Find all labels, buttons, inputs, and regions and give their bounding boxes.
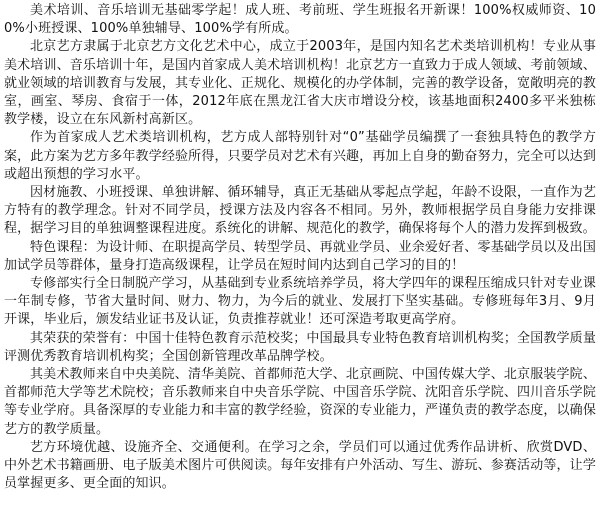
paragraph-faculty: 其美术教师来自中央美院、清华美院、首都师范大学、北京画院、中国传媒大学、北京服装学院、首都师范大学等艺术院校；音乐教师来自中央音乐学院、中国音乐学院、沈阳音乐学院、四川音乐学院等专业学府。具备深厚的专业能力和丰富的教学经验，资深的专业能力，严谨负责的教学态度，以确保艺方的教学质量。 bbox=[4, 367, 596, 437]
paragraph-teaching-plan: 作为首家成人艺术类培训机构，艺方成人部特别针对“0”基础学员编撰了一套独具特色的教学方案，此方案为艺方多年教学经验所得，只要学员对艺术有兴趣，再加上自身的勤奋努力，完全可以达到或超出预想的学习水平。 bbox=[4, 130, 596, 182]
paragraph-featured-courses: 特色课程：为设计师、在职提高学员、转型学员、再就业学员、业余爱好者、零基础学员以及出国加试学员等群体，量身打造高级课程，让学员在短时间内达到自己学习的目的！ bbox=[4, 239, 596, 273]
paragraph-honors: 其荣获的荣誉有：中国十佳特色教育示范校奖；中国最具专业特色教育培训机构奖；全国教学质量评测优秀教育培训机构奖；全国创新管理改革品牌学校。 bbox=[4, 330, 596, 364]
paragraph-environment: 艺方环境优越、设施齐全、交通便利。在学习之余，学员们可以通过优秀作品讲析、欣赏DVD、中外艺术书籍画册、电子版美术图片可供阅读。每年安排有户外活动、写生、游玩、参赛活动等，让学员掌握更多、更全面的知识。 bbox=[4, 439, 596, 492]
paragraph-about: 北京艺方隶属于北京艺方文化艺术中心，成立于2003年，是国内知名艺术类培训机构！专业从事美术培训、音乐培训十年，是国内首家成人美术培训机构！北京艺方一直致力于成人领域、考前领域、就业领域的培训教育与发展，其专业化、正规化、规模化的办学体制，完善的教学设备，宽敞明亮的教室，画室、琴房、食宿于一体，2012年底在黑龙江省大庆市增设分校，该基地面积2400多平米独栋教学楼，设立在东风新村高新区。 bbox=[4, 39, 596, 128]
paragraph-full-time-program: 专修部实行全日制脱产学习，从基础到专业系统培养学员，将大学四年的课程压缩成只针对专业课一年制专修，节省大量时间、财力、物力，为今后的就业、发展打下坚实基础。专修班每年3月、9月开课，毕业后，颁发结业证书及认证，负责推荐就业！还可深造考取更高学府。 bbox=[4, 276, 596, 328]
paragraph-intro: 美术培训、音乐培训无基础零学起！成人班、考前班、学生班报名开新课！100%权威师资、100%小班授课、100%单独辅导、100%学有所成。 bbox=[4, 3, 596, 37]
paragraph-teaching-philosophy: 因材施教、小班授课、单独讲解、循环辅导，真正无基础从零起点学起，年龄不设限，一直作为艺方特有的教学理念。针对不同学员，授课方法及内容各不相同。另外，教师根据学员自身能力安排课程，据学习目的单独调整课程进度。系统化的讲解、规范化的教学，确保将每个人的潜力发挥到极致。 bbox=[4, 185, 596, 237]
